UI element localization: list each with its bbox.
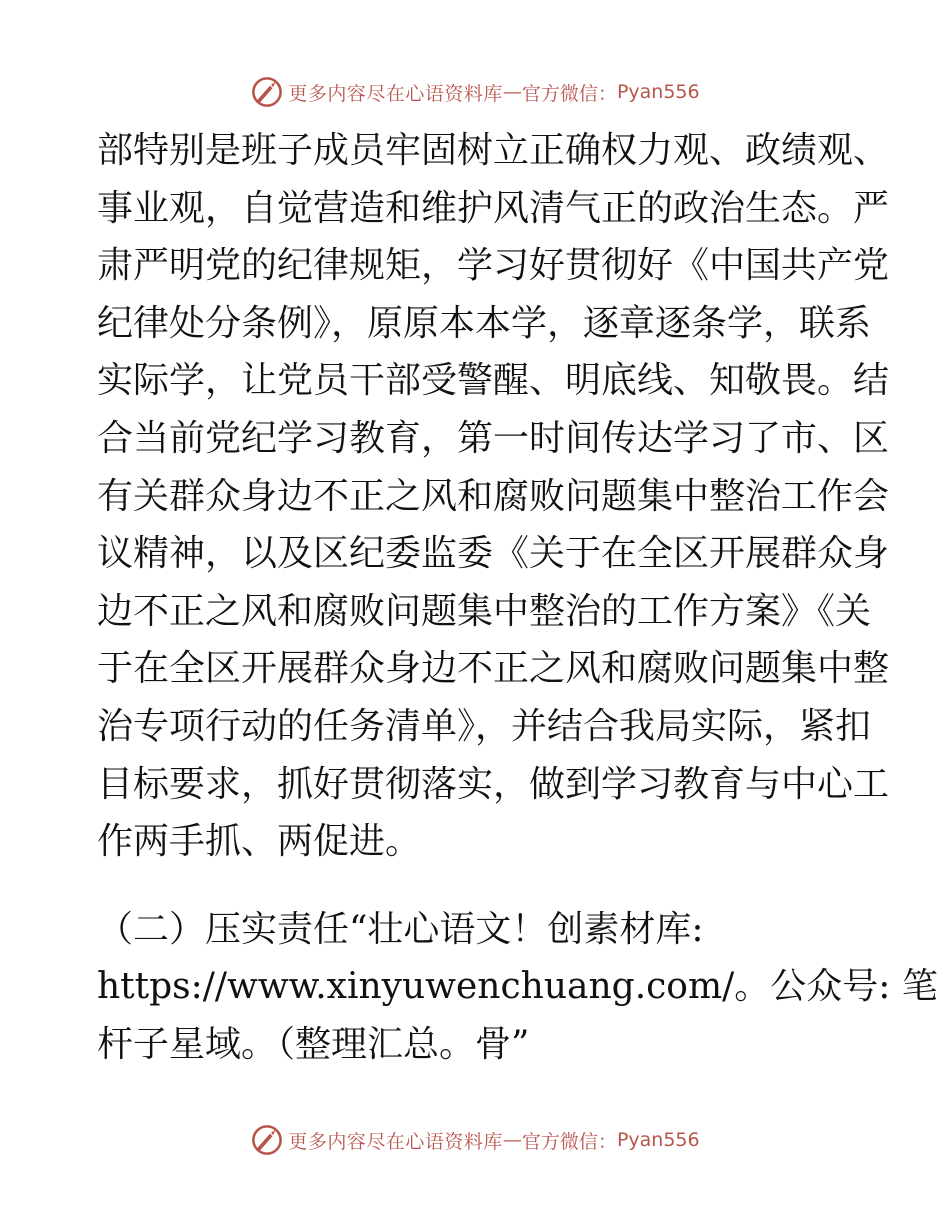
text-line: 有关群众身边不正之风和腐败问题集中整治工作会 xyxy=(97,475,890,517)
footer-wechat-id: Pyan556 xyxy=(616,1129,700,1151)
logo-icon xyxy=(250,1123,284,1157)
text-line: 纪律处分条例》，原原本本学，逐章逐条学，联系 xyxy=(97,302,872,344)
text-line: 事业观，自觉营造和维护风清气正的政治生态。严 xyxy=(97,187,890,229)
text-line: 部特别是班子成员牢固树立正确权力观、政绩观、 xyxy=(97,130,890,171)
logo-icon xyxy=(250,75,284,109)
paragraph-2 xyxy=(97,901,938,1074)
paragraph-1 xyxy=(97,122,890,871)
text-line: （二）压实责任“壮心语文！创素材库: xyxy=(97,908,704,950)
document-body xyxy=(97,122,938,1074)
text-line: 议精神，以及区纪委监委《关于在全区开展群众身 xyxy=(97,533,890,575)
text-line: 作两手抓、两促进。 xyxy=(97,821,422,863)
text-line: 合当前党纪学习教育，第一时间传达学习了市、区 xyxy=(97,417,890,459)
text-line: 治专项行动的任务清单》，并结合我局实际，紧扣 xyxy=(97,705,872,747)
text-line: 边不正之风和腐败问题集中整治的工作方案》《关 xyxy=(97,590,872,632)
footer-wechat-label: 官方微信： xyxy=(521,1130,617,1153)
text-line: 于在全区开展群众身边不正之风和腐败问题集中整 xyxy=(97,648,890,690)
header-wechat-id: Pyan556 xyxy=(616,81,700,103)
header-title: 更多内容尽在心语资料库 xyxy=(288,82,503,105)
footer-banner xyxy=(0,1120,950,1160)
url-line: https://www.xinyuwenchuang.com/。公众号: 笔 xyxy=(97,966,938,1008)
footer-separator: — xyxy=(502,1129,522,1151)
header-banner xyxy=(0,72,950,112)
footer-title: 更多内容尽在心语资料库 xyxy=(288,1130,503,1153)
paragraph-gap xyxy=(97,871,857,901)
header-wechat-label: 官方微信： xyxy=(521,82,617,105)
text-line: 实际学，让党员干部受警醒、明底线、知敬畏。结 xyxy=(97,360,890,402)
header-separator: — xyxy=(502,81,522,103)
text-line: 目标要求，抓好贯彻落实，做到学习教育与中心工 xyxy=(97,763,890,805)
text-line: 杆子星域。（整理汇总。骨” xyxy=(97,1023,530,1065)
text-line: 肃严明党的纪律规矩，学习好贯彻好《中国共产党 xyxy=(97,245,890,287)
